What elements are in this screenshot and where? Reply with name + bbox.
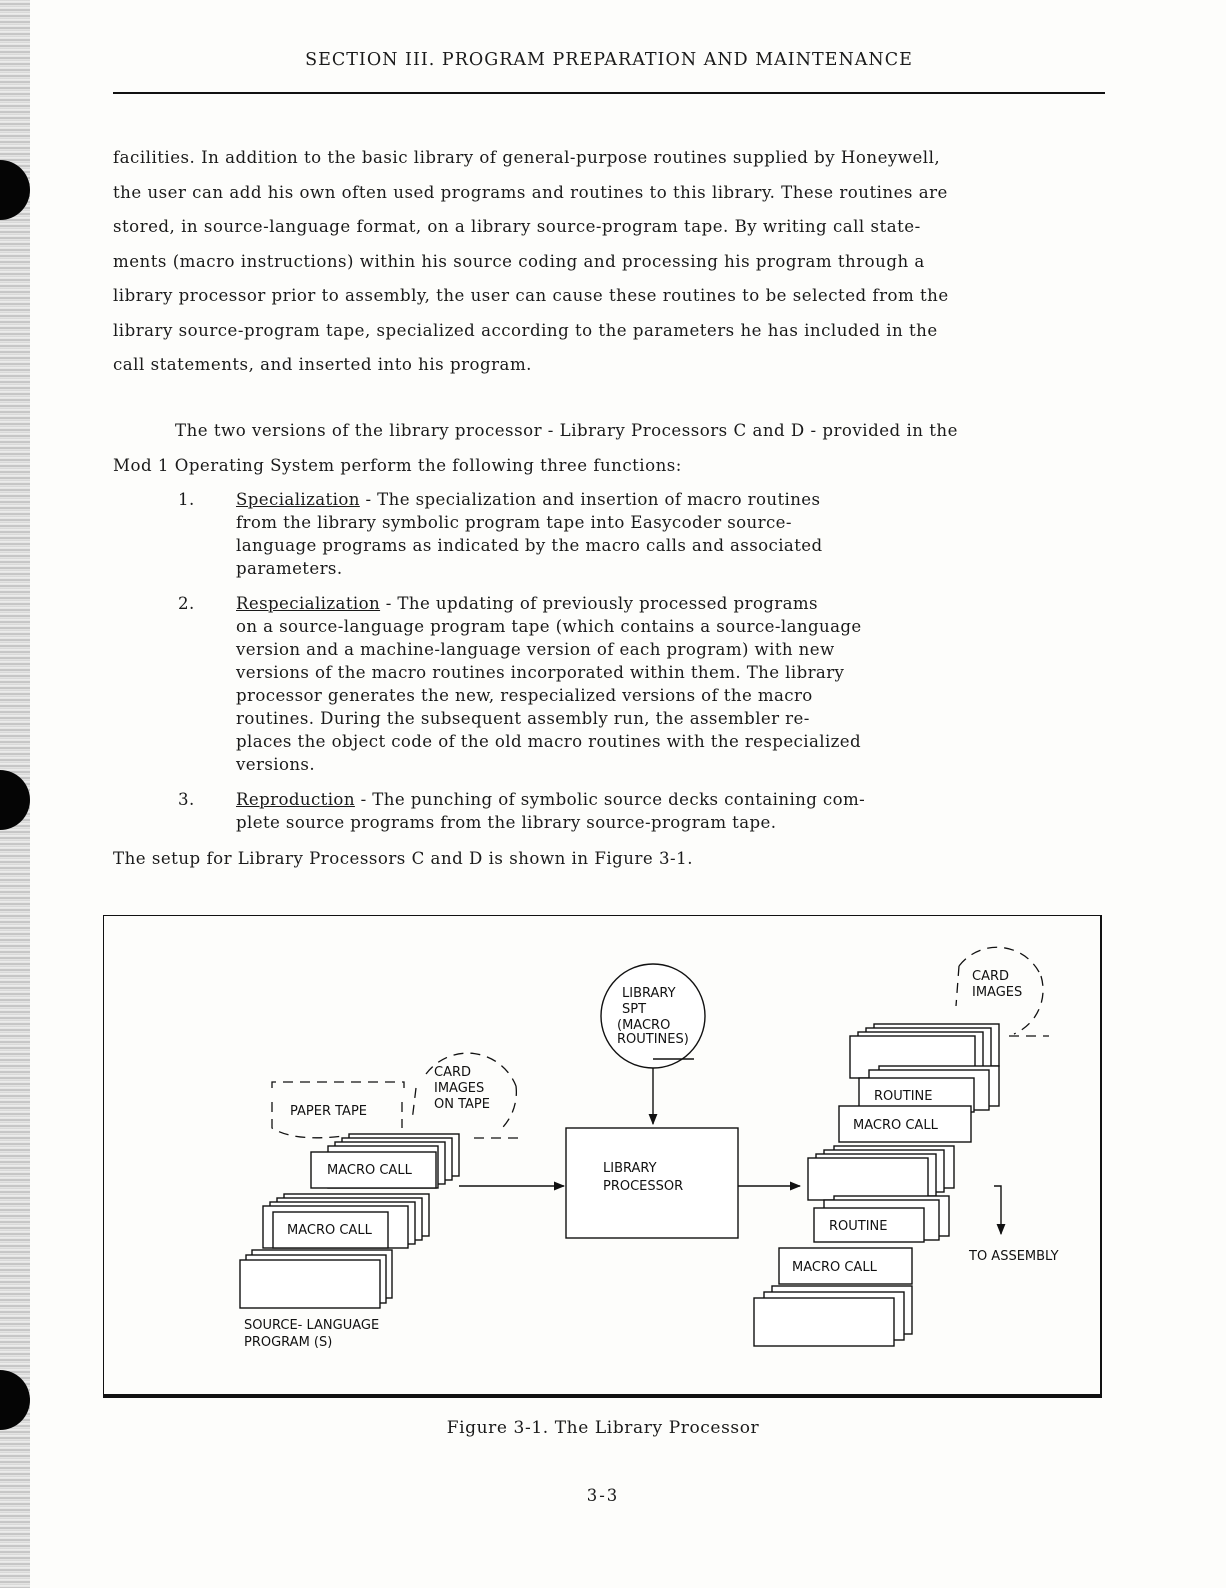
input-card-deck (240, 1134, 564, 1350)
source-program-label-line: PROGRAM (S) (244, 1335, 333, 1350)
text-line: versions of the macro routines incorporated within them. The library (236, 663, 845, 682)
text-line: on a source-language program tape (which contains a source-language (236, 617, 862, 636)
to-assembly-label: TO ASSEMBLY (969, 1249, 1059, 1264)
card-images-label-line: IMAGES (972, 985, 1023, 1000)
output-card-deck (754, 1024, 1059, 1346)
text-line: plete source programs from the library source-program tape. (236, 813, 777, 832)
text-line: The setup for Library Processors C and D is shown in Figure 3-1. (113, 849, 693, 868)
card-images-output (956, 947, 1049, 1036)
spt-label-line: (MACRO (617, 1018, 671, 1033)
text-line: the user can add his own often used programs and routines to this library. These routines are (113, 182, 948, 202)
figure-3-1-diagram (103, 915, 1102, 1398)
text-line: facilities. In addition to the basic library of general-purpose routines supplied by Honeywell, (113, 148, 941, 167)
function-term: Respecialization (236, 594, 381, 613)
text-line: language programs as indicated by the macro calls and associated (236, 536, 823, 555)
output-macro-call-label: MACRO CALL (853, 1118, 938, 1133)
text-line: parameters. (236, 559, 343, 578)
library-processor-box (566, 1128, 738, 1238)
paper-tape-label: PAPER TAPE (290, 1104, 367, 1119)
source-program-label-line: SOURCE- LANGUAGE (244, 1318, 380, 1333)
library-spt-tape-reel (601, 964, 705, 1124)
paragraph-2 (113, 414, 1105, 483)
text-line: The two versions of the library processor - Library Processors C and D - provided in the (175, 421, 958, 440)
card-images-label-line: ON TAPE (434, 1097, 490, 1112)
setup-sentence (113, 842, 1105, 877)
function-term: Specialization (236, 490, 360, 509)
text-line: from the library symbolic program tape into Easycoder source- (236, 513, 792, 532)
paragraph-1 (113, 141, 1105, 383)
text-line: processor generates the new, respecialized versions of the macro (236, 686, 813, 705)
card-images-label-line: CARD (972, 969, 1010, 984)
header-rule (113, 92, 1105, 94)
processor-label-line: LIBRARY (603, 1161, 657, 1176)
spt-label-line: SPT (622, 1002, 647, 1017)
output-macro-call-label: MACRO CALL (792, 1260, 877, 1275)
page-number: 3-3 (586, 1486, 620, 1505)
paper-tape (272, 1082, 404, 1138)
text-line: - The updating of previously processed programs (380, 594, 818, 613)
text-line: - The specialization and insertion of macro routines (359, 490, 821, 509)
list-number: 3. (178, 790, 195, 809)
processor-label-line: PROCESSOR (603, 1179, 684, 1194)
text-line: versions. (236, 755, 316, 774)
input-macro-call-label: MACRO CALL (287, 1223, 372, 1238)
page-header: SECTION III. PROGRAM PREPARATION AND MAINTENANCE (305, 50, 913, 70)
text-line: ments (macro instructions) within his source coding and processing his program through a (113, 251, 925, 271)
input-macro-call-label: MACRO CALL (327, 1163, 412, 1178)
text-line: routines. During the subsequent assembly run, the assembler re- (236, 709, 810, 728)
output-routine-label: ROUTINE (829, 1219, 888, 1234)
list-number: 2. (178, 594, 195, 613)
card-images-on-tape (412, 1053, 518, 1138)
text-line: Mod 1 Operating System perform the following three functions: (113, 455, 682, 475)
output-routine-label: ROUTINE (874, 1089, 933, 1104)
text-line: call statements, and inserted into his program. (113, 355, 532, 374)
figure-caption: Figure 3-1. The Library Processor (446, 1418, 760, 1438)
text-line: places the object code of the old macro routines with the respecialized (236, 732, 862, 751)
spt-label-line: LIBRARY (622, 986, 676, 1001)
text-line: library source-program tape, specialized according to the parameters he has included in the (113, 320, 938, 340)
list-number: 1. (178, 490, 195, 509)
function-term: Reproduction (236, 790, 355, 809)
spt-label-line: ROUTINES) (617, 1032, 689, 1047)
card-images-label-line: CARD (434, 1065, 472, 1080)
card-images-label-line: IMAGES (434, 1081, 485, 1096)
text-line: - The punching of symbolic source decks containing com- (354, 790, 866, 809)
text-line: stored, in source-language format, on a library source-program tape. By writing call state- (113, 217, 921, 236)
text-line: library processor prior to assembly, the user can cause these routines to be selected from the (113, 286, 949, 305)
text-line: version and a machine-language version of each program) with new (236, 640, 835, 659)
